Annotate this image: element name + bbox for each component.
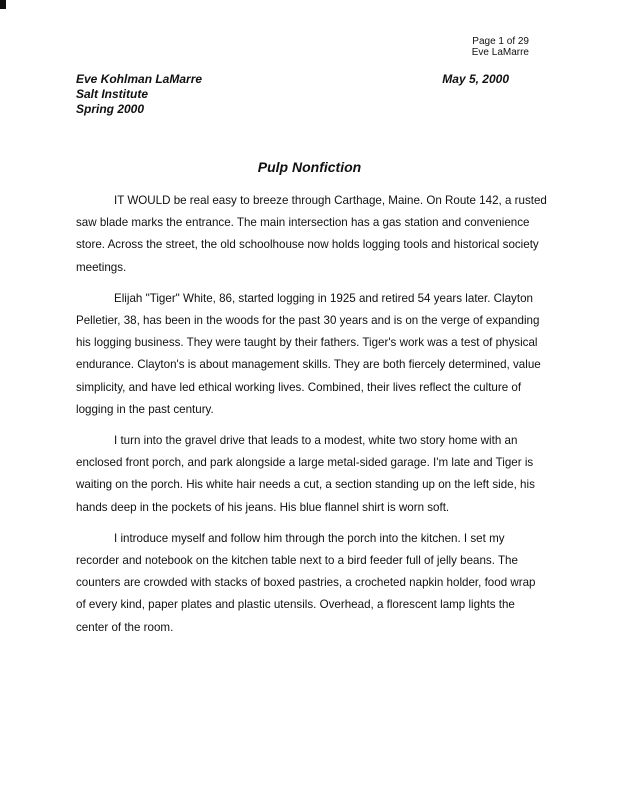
document-title: Pulp Nonfiction [257,159,362,175]
author-name: Eve Kohlman LaMarre [76,72,203,86]
document-date: May 5, 2000 [442,72,509,86]
author-term: Spring 2000 [76,102,145,116]
page-header [472,36,529,58]
author-institution: Salt Institute [76,87,149,101]
scan-corner-mark [0,0,6,9]
paragraph: IT WOULD be real easy to breeze through Carthage, Maine. On Route 142, a rusted saw blade marks the entrance. The main intersection has a gas station and convenience store. Across the street, the old schoolhouse now holds logging tools and historical society meetings. [76,194,547,274]
paragraph: I turn into the gravel drive that leads to a modest, white two story home with an enclosed front porch, and park alongside a large metal-sided garage. I'm late and Tiger is waiting on the porch. His white hair needs a cut, a section standing up on the left side, his hands deep in the pockets of his jeans. His blue flannel shirt is worn soft. [76,434,535,514]
author-block [76,72,202,117]
document-body [76,190,548,639]
header-author: Eve LaMarre [471,47,529,58]
page-number: Page 1 of 29 [472,36,529,47]
paragraph: Elijah "Tiger" White, 86, started logging in 1925 and retired 54 years later. Clayton Pelletier, 38, has been in the woods for the past 30 years and is on the verge of expanding his logging business. They were taught by their fathers. Tiger's work was a test of physical endurance. Clayton's is about management skills. They are both fiercely determined, value simplicity, and have led ethical working lives. Combined, their lives reflect the culture of logging in the past century. [76,291,541,416]
paragraph: I introduce myself and follow him through the porch into the kitchen. I set my recorder and notebook on the kitchen table next to a bird feeder full of jelly beans. The counters are crowded with stacks of boxed pastries, a crocheted napkin holder, food wrap of every kind, paper plates and plastic utensils. Overhead, a florescent lamp lights the center of the room. [76,531,536,634]
